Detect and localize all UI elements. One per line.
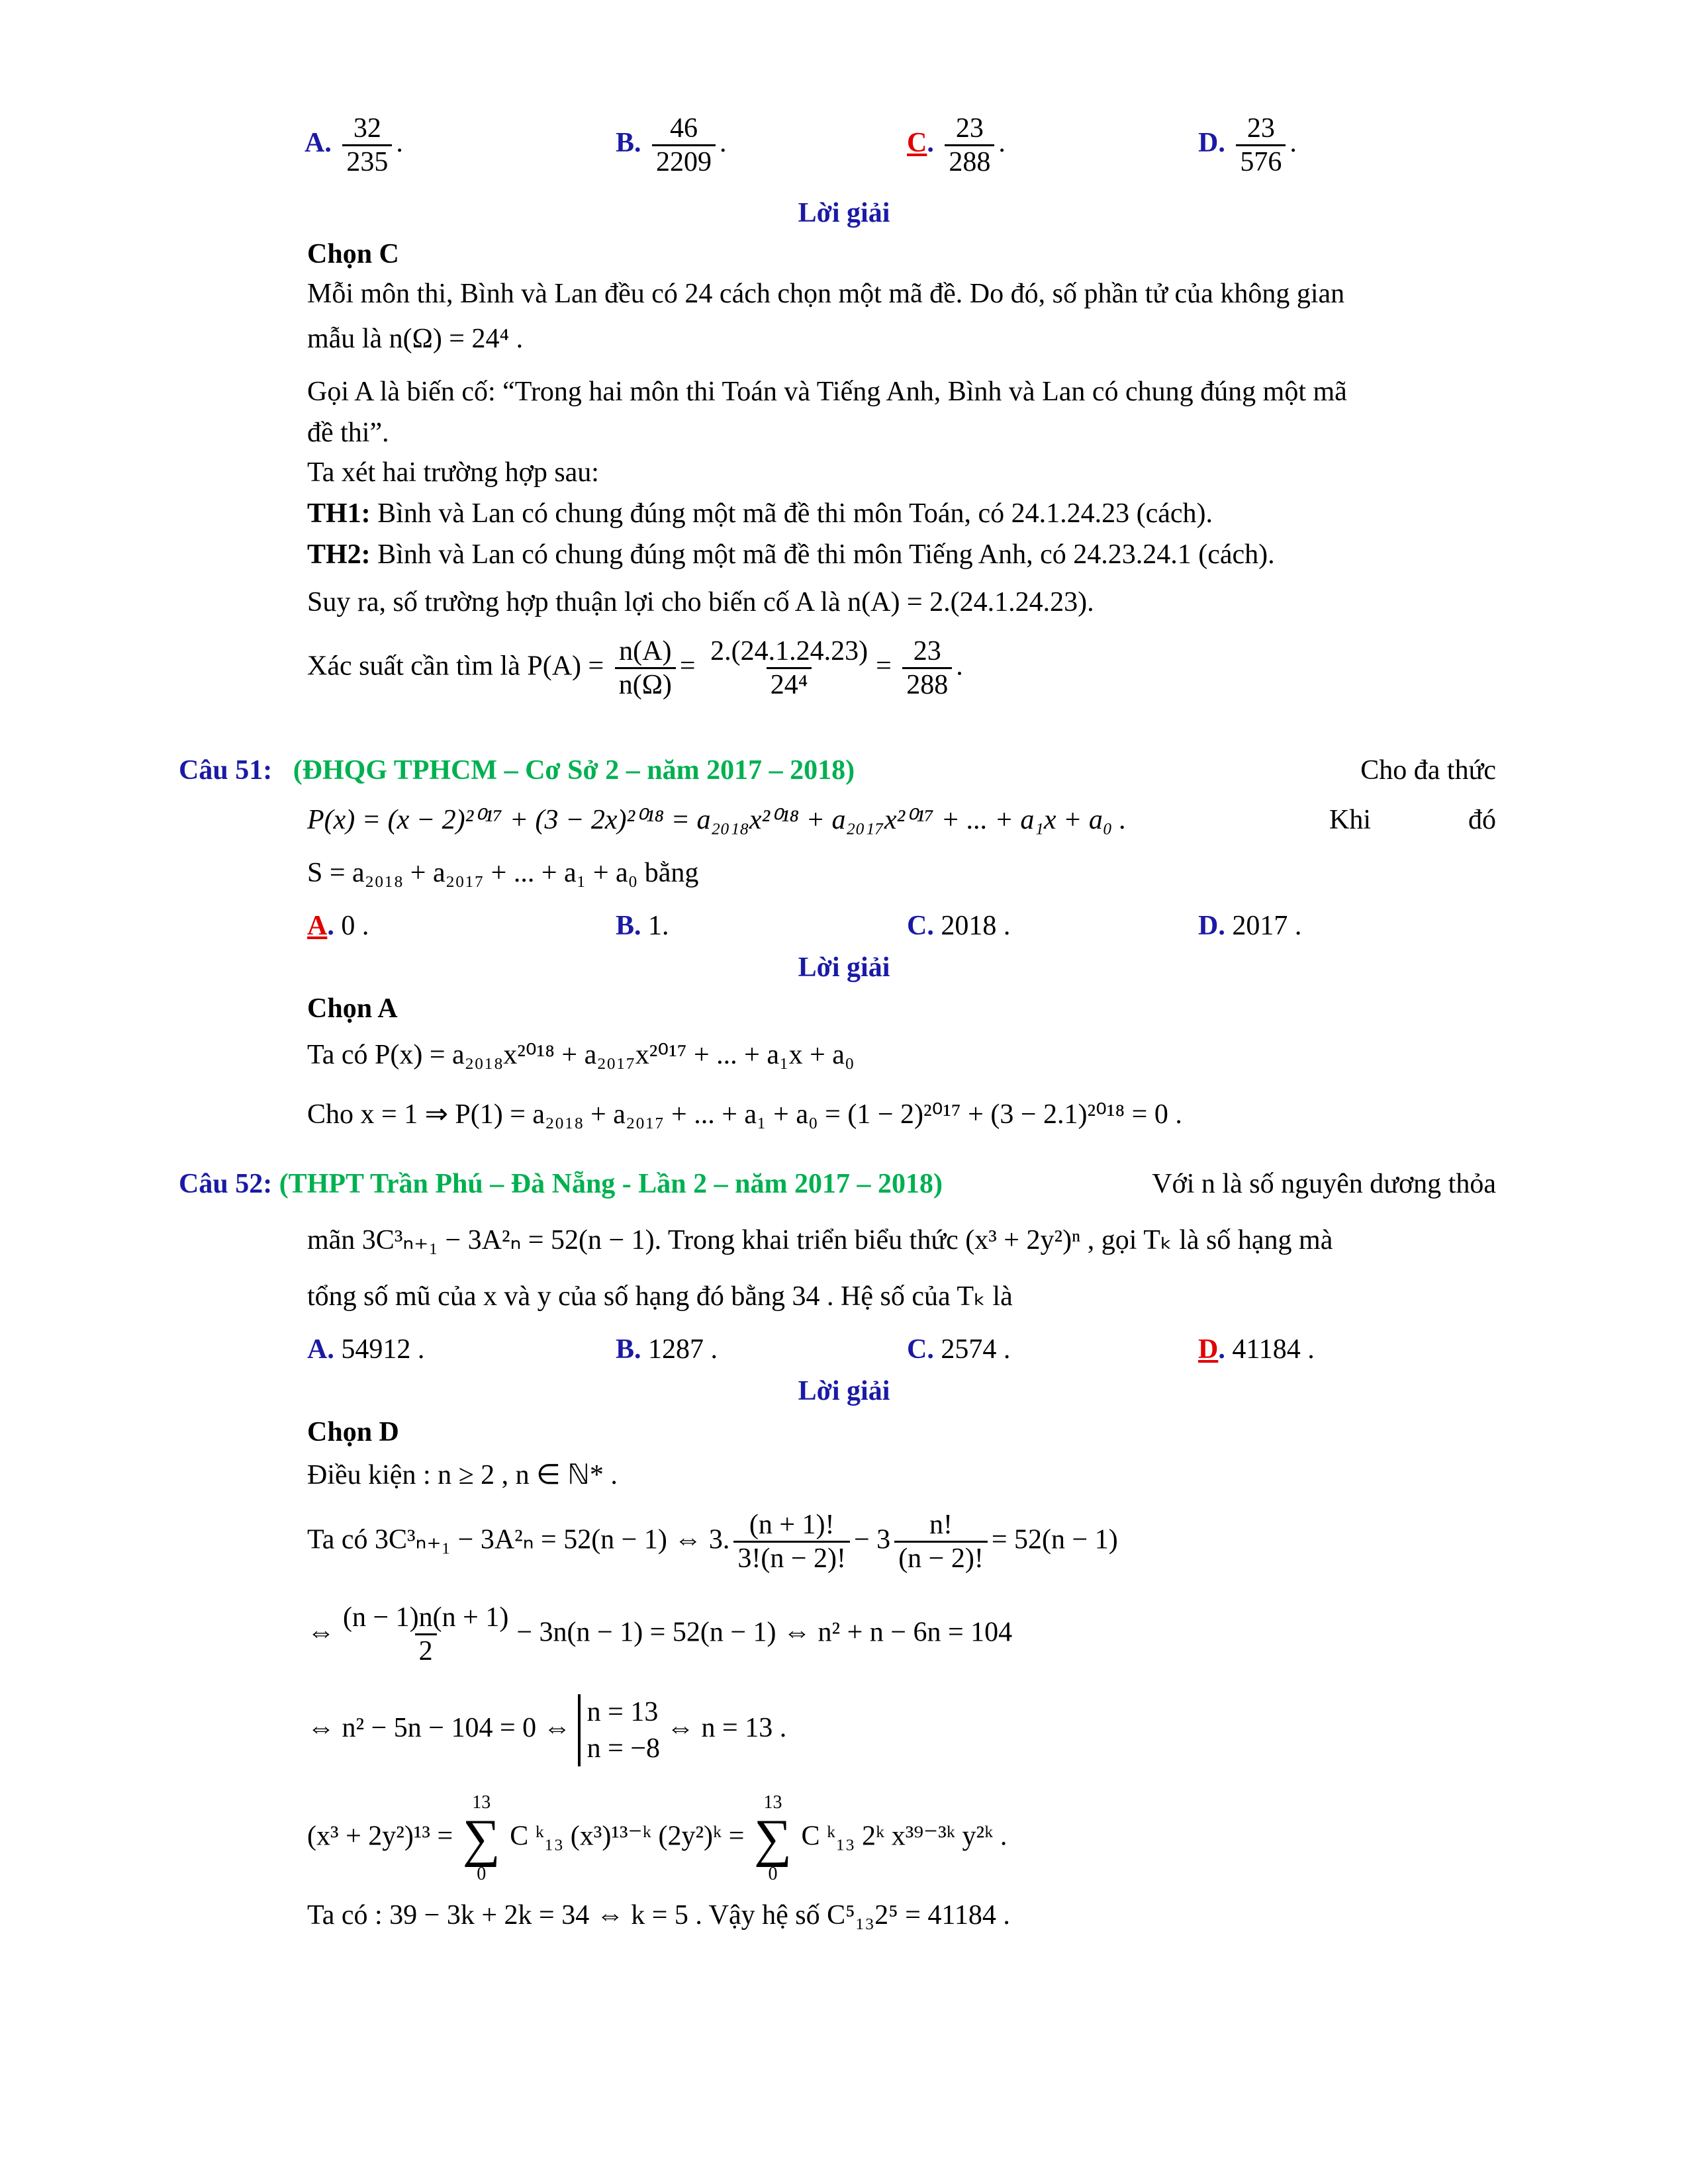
q51-choice: Chọn A xyxy=(307,993,398,1024)
q51-sum-line: S = a₂₀₁₈ + a₂₀₁₇ + ... + a₁ + a₀ bằng xyxy=(307,858,699,888)
q51-solution-heading: Lời giải xyxy=(798,952,890,983)
question-number: Câu 51: xyxy=(179,755,273,786)
q50-option-a[interactable]: A. $\frac{32}{235}$ . xyxy=(305,113,403,177)
q50-text-line: Ta xét hai trường hợp sau: xyxy=(307,457,599,488)
q52-text-line: mãn 3C³ₙ₊₁ − 3A²ₙ = 52(n − 1). Trong khai triển biểu thức (x³ + 2y²)ⁿ , gọi Tₖ là số hạng mà xyxy=(307,1225,1333,1255)
q52-option-a[interactable]: A. 54912 . xyxy=(307,1334,425,1365)
q50-choice: Chọn C xyxy=(307,239,399,269)
q50-case-2: TH2: Bình và Lan có chung đúng một mã đề thi môn Tiếng Anh, có 24.23.24.1 (cách). xyxy=(307,539,1275,570)
q52-equation-2: ⇔ $\frac{(n - 1)n(n + 1)}{2}$ − 3n(n − 1) = 52(n − 1) ⇔ n² + n − 6n = 104 xyxy=(307,1602,1013,1667)
q51-option-a[interactable]: A. 0 . xyxy=(307,911,369,941)
q52-equation-1: Ta có 3C³ₙ₊₁ − 3A²ₙ = 52(n − 1) ⇔ 3. $\frac{(n + 1)!}{3!(n - 2)!}$ − 3 $\frac{n!}{(n - 2)!}$ = 52(n − 1) xyxy=(307,1510,1118,1574)
q52-header: Câu 52: (THPT Trần Phú – Đà Nẵng - Lần 2 – năm 2017 – 2018) Với n là số nguyên dương thỏa xyxy=(179,1169,1496,1199)
summation: 13 ∑ 0 xyxy=(753,1792,792,1884)
q52-text-line: tổng số mũ của x và y của số hạng đó bằng 34 . Hệ số của Tₖ là xyxy=(307,1281,1013,1312)
summation: 13 ∑ 0 xyxy=(462,1792,500,1884)
fraction: $\frac{32}{235}$ xyxy=(342,113,392,178)
fraction: $\frac{23}{576}$ xyxy=(1236,113,1286,178)
q51-option-d[interactable]: D. 2017 . xyxy=(1198,911,1302,941)
q52-solution-heading: Lời giải xyxy=(798,1376,890,1406)
q52-final: Ta có : 39 − 3k + 2k = 34 ⇔ k = 5 . Vậy hệ số C⁵₁₃2⁵ = 41184 . xyxy=(307,1900,1010,1931)
fraction: $\frac{23}{288}$ xyxy=(945,113,994,178)
q52-option-d[interactable]: D. 41184 . xyxy=(1198,1334,1315,1365)
q52-option-c[interactable]: C. 2574 . xyxy=(907,1334,1011,1365)
q50-text-line: mẫu là n(Ω) = 24⁴ . xyxy=(307,324,524,354)
q50-text-line: Gọi A là biến cố: “Trong hai môn thi Toán và Tiếng Anh, Bình và Lan có chung đúng một mã xyxy=(307,377,1347,407)
q50-probability: Xác suất cần tìm là P(A) = $\frac{n(A)}{n(\Omega)}$ = $\frac{2.(24.1.24.23)}{\text{24⁴}}$ = $\frac{23}{288}$ . xyxy=(307,636,963,701)
q50-case-1: TH1: Bình và Lan có chung đúng một mã đề thi môn Toán, có 24.1.24.23 (cách). xyxy=(307,498,1213,529)
option-label-correct: C xyxy=(907,128,927,159)
question-source: (ĐHQG TPHCM – Cơ Sở 2 – năm 2017 – 2018) xyxy=(293,755,855,786)
q52-equation-3: ⇔ n² − 5n − 104 = 0 ⇔ n = 13 n = −8 ⇔ n = 13 . xyxy=(307,1694,786,1766)
option-label: A. xyxy=(305,128,332,159)
q51-option-b[interactable]: B. 1. xyxy=(616,911,669,941)
fraction: $\frac{46}{2209}$ xyxy=(652,113,716,178)
q52-choice: Chọn D xyxy=(307,1417,399,1447)
q52-equation-4: (x³ + 2y²)¹³ = 13 ∑ 0 C ᵏ₁₃ (x³)¹³⁻ᵏ (2y²)ᵏ = 13 ∑ 0 C ᵏ₁₃ 2ᵏ x³⁹⁻³ᵏ y²ᵏ . xyxy=(307,1792,1008,1884)
q52-condition: Điều kiện : n ≥ 2 , n ∈ ℕ* . xyxy=(307,1460,618,1490)
q50-option-b[interactable]: B. $\frac{46}{2209}$ . xyxy=(616,113,727,177)
option-label: B. xyxy=(616,128,641,159)
question-source: (THPT Trần Phú – Đà Nẵng - Lần 2 – năm 2017 – 2018) xyxy=(279,1169,943,1199)
q51-polynomial: P(x) = (x − 2)²⁰¹⁷ + (3 − 2x)²⁰¹⁸ = a₂₀₁₈x²⁰¹⁸ + a₂₀₁₇x²⁰¹⁷ + ... + a₁x + a₀ . Khi đó xyxy=(307,805,1496,835)
q51-header: Câu 51: (ĐHQG TPHCM – Cơ Sở 2 – năm 2017 – 2018) Cho đa thức xyxy=(179,755,1496,786)
q52-option-b[interactable]: B. 1287 . xyxy=(616,1334,718,1365)
q50-option-c[interactable]: C. $\frac{23}{288}$ . xyxy=(907,113,1006,177)
q51-option-c[interactable]: C. 2018 . xyxy=(907,911,1011,941)
q51-solution-line: Ta có P(x) = a₂₀₁₈x²⁰¹⁸ + a₂₀₁₇x²⁰¹⁷ + ... + a₁x + a₀ xyxy=(307,1040,855,1070)
question-number: Câu 52: xyxy=(179,1169,273,1199)
q50-option-d[interactable]: D. $\frac{23}{576}$ . xyxy=(1198,113,1297,177)
option-label: D. xyxy=(1198,128,1225,159)
q51-solution-line: Cho x = 1 ⇒ P(1) = a₂₀₁₈ + a₂₀₁₇ + ... + a₁ + a₀ = (1 − 2)²⁰¹⁷ + (3 − 2.1)²⁰¹⁸ = 0 . xyxy=(307,1099,1182,1130)
q50-text-line: Mỗi môn thi, Bình và Lan đều có 24 cách chọn một mã đề. Do đó, số phần tử của không gian xyxy=(307,279,1345,309)
case-bracket: n = 13 n = −8 xyxy=(578,1694,660,1766)
q50-text-line: đề thi”. xyxy=(307,418,389,448)
q50-solution-heading: Lời giải xyxy=(798,198,890,228)
q50-text-line: Suy ra, số trường hợp thuận lợi cho biến cố A là n(A) = 2.(24.1.24.23). xyxy=(307,587,1094,617)
